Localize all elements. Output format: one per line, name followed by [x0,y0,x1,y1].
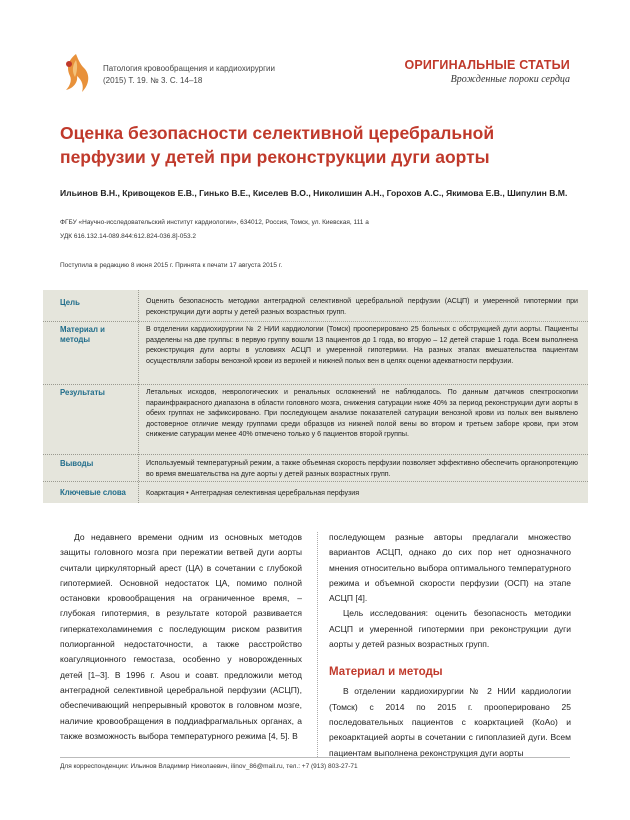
article-authors: Ильинов В.Н., Кривощеков Е.В., Гинько В.Е., Киселев В.О., Николишин А.Н., Горохов А.С., Якимова Е.В., Шипулин В.М. [60,188,568,198]
abstract-conclusions-label: Выводы [60,459,94,468]
body-right-column [329,530,571,761]
abstract-results-label: Результаты [60,388,105,397]
abstract-results-row [43,384,588,455]
body-left-column [60,530,302,744]
article-udk: УДК 616.132.14-089.844:612.824-036.8]-053.2 [60,233,196,240]
footer-rule [60,757,570,758]
journal-name: Патология кровообращения и кардиохирургии [103,64,275,73]
article-received: Поступила в редакцию 8 июня 2015 г. Принята к печати 17 августа 2015 г. [60,262,283,269]
body-paragraph-intro: До недавнего времени одним из основных методов защиты головного мозга при пережатии ветвей дуги аорты считали циркуляторный арест (ЦА) в сочетании с глубокой гипотермией. Основной недостаток ЦА, помимо полной остановки кровообращения на ограниченное время, – глубокая гипотермия, в результате которой развивается гиперкатехоламинемия с последующим риском развития полиорганной недостаточности, а также расстройство коагуляционного гемостаза, особенно у новорожденных детей [1–3]. В 1996 г. Asou и соавт. предложили метод антеградной селективной церебральной перфузии (АСЦП), обеспечивающий непрерывный кровоток в головном мозге, наличие кровообращения в поддиафрагмальных органах, а также возможность выбора температурного режима [4, 5]. В [60,532,302,741]
journal-issue: (2015) Т. 19. № 3. С. 14–18 [103,76,203,85]
correspondence-note: Для корреспонденции: Ильинов Владимир Николаевич, ilinov_86@mail.ru, тел.: +7 (913) 803-27-71 [60,763,358,770]
abstract-goal-label: Цель [60,298,80,307]
article-affiliation: ФГБУ «Научно-исследовательский институт кардиологии», 634012, Россия, Томск, ул. Киевская, 111 а [60,219,369,226]
body-paragraph-aim: Цель исследования: оценить безопасность методики АСЦП и умеренной гипотермии при реконструкции дуги аорты у детей разных возрастных групп. [329,608,571,650]
abstract-methods-label: Материал и методы [60,325,105,344]
column-divider [317,532,318,757]
body-paragraph-continued: последующем разные авторы предлагали множество вариантов АСЦП, однако до сих пор нет однозначного мнения относительно выбора оптимального температурного режима и объемной скорости перфузии (ОСП) на этапе АСЦП [4]. [329,532,571,604]
abstract-conclusions-row [43,454,588,482]
abstract-goal-text: Оценить безопасность методики антеградной селективной церебральной перфузии (АСЦП) и умеренной гипотермии при реконструкции дуги аорты у детей разных возрастных групп. [146,297,578,316]
abstract-methods-row [43,321,588,385]
abstract-methods-text: В отделении кардиохирургии № 2 НИИ кардиологии (Томск) прооперировано 25 больных с обструкцией дуги аорты. Пациенты разделены на две группы: в первую группу вошли 13 пациентов до 1 года, во вторую – 12 детей старше 1 года. Всем выполнена реконструкция дуги аорты в условиях АСЦП и умеренной гипотермии. На разных этапах вмешательства пациентам осуществляли заборы венозной крови из верхней и нижней полых вен в целях оценки адекватности перфузии. [146,325,578,365]
abstract-keywords-label: Ключевые слова [60,488,126,497]
journal-citation [103,63,275,87]
abstract-goal-row [43,290,588,321]
abstract-keywords-row [43,481,588,504]
abstract-keywords-text: Коарктация • Антеградная селективная церебральная перфузия [146,489,360,497]
section-subtitle: Врожденные пороки сердца [450,74,570,85]
section-title: ОРИГИНАЛЬНЫЕ СТАТЬИ [404,58,570,72]
methods-heading: Материал и методы [329,666,443,679]
body-paragraph-methods: В отделении кардиохирургии № 2 НИИ кардиологии (Томск) с 2014 по 2015 г. прооперировано 25 последовательных пациентов с коарктацией (КоАо) и рекоарктацией аорты в сочетании с гипоплазией дуги. Всем пациентам выполнена реконструкция дуги аорты [329,686,571,758]
abstract-box [43,290,588,503]
abstract-conclusions-text: Используемый температурный режим, а также объемная скорость перфузии позволяет эффективно обеспечить органопротекцию во время вмешательства на дуге аорты у детей разных возрастных групп. [146,459,578,478]
journal-logo-icon [60,50,92,94]
abstract-results-text: Летальных исходов, неврологических и ренальных осложнений не наблюдалось. По данным датчиков спектроскопии параинфракрасного диапазона в области головного мозга, снижения сатурации ниже 40% за период реконструкции дуги аорты в обеих группах не зафиксировано. При последующем анализе показателей сатурации венозной крови из полых вен выявлено достоверное отличие между группами среди образцов из нижней полой вены во втором и третьем заборе крови, при этом снижение сатурации менее 40% отмечено только у 6 пациентов второй группы. [146,388,578,439]
article-title: Оценка безопасности селективной церебральной перфузии у детей при реконструкции дуги аорты [60,123,495,167]
